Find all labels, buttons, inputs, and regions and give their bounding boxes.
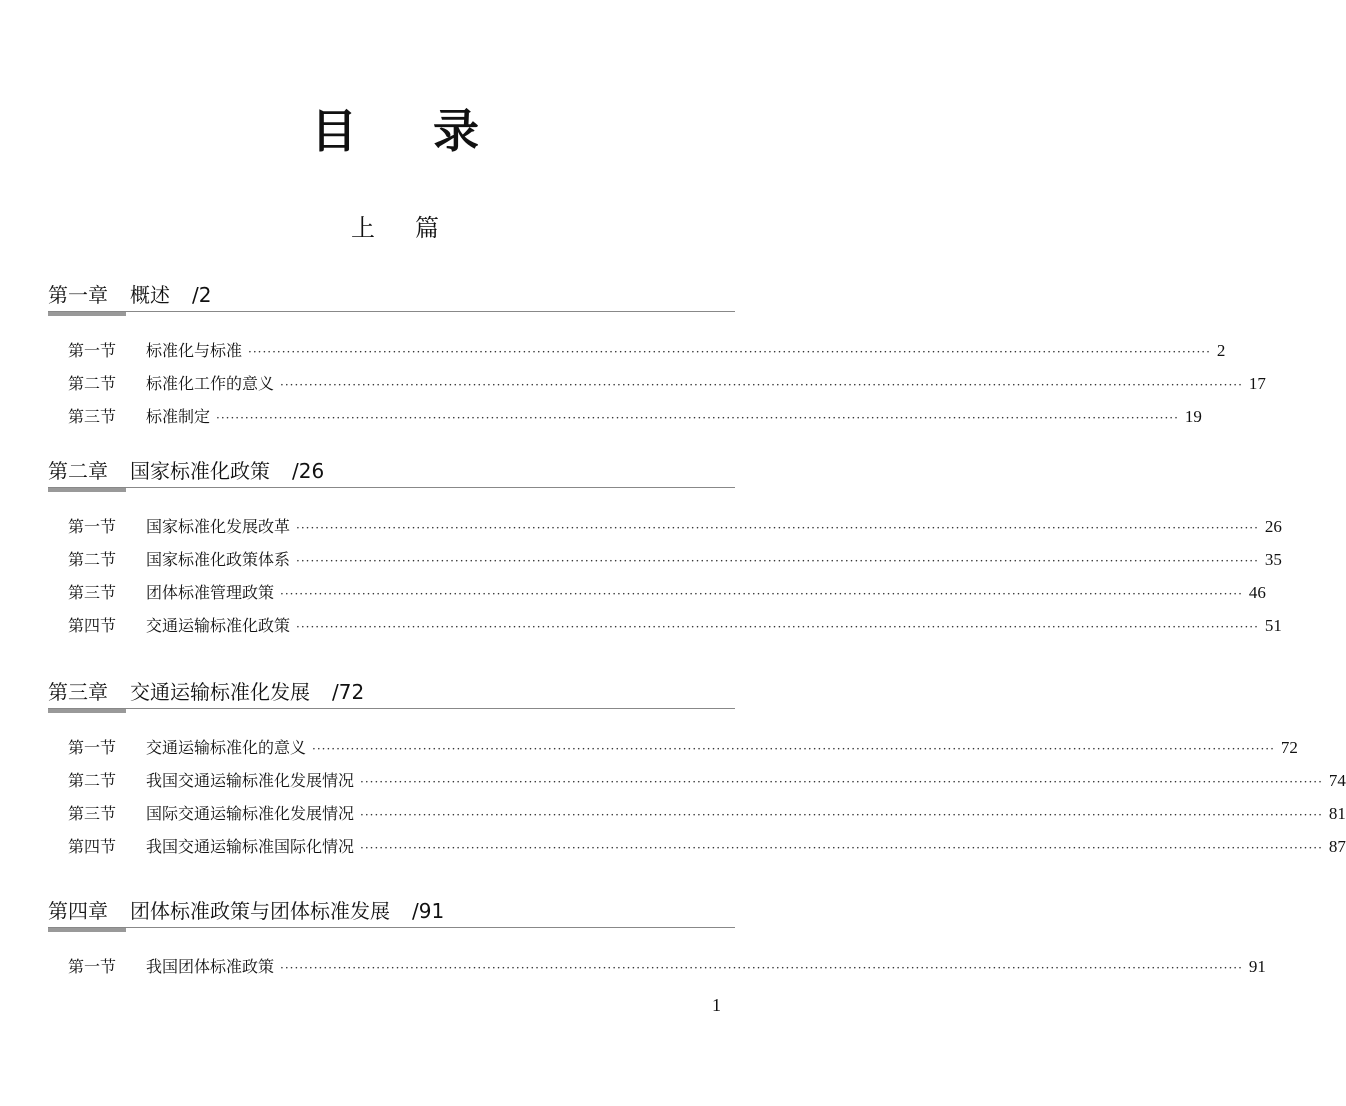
- leader-dots: ········································································································································································································: [296, 521, 1259, 535]
- chapter-rule: [48, 311, 735, 312]
- section-page: 74: [1328, 771, 1346, 790]
- section-label: 第三节: [68, 407, 117, 426]
- section-label: 第二节: [68, 771, 117, 790]
- part-char: 篇: [415, 214, 439, 242]
- section-title: 交通运输标准化的意义: [146, 738, 307, 757]
- section-label: 第四节: [68, 837, 117, 856]
- section-page: 72: [1280, 738, 1298, 757]
- section-entry[interactable]: [48, 797, 1346, 830]
- section-page: 81: [1328, 804, 1346, 823]
- page-number: 1: [712, 995, 721, 1015]
- section-page: 19: [1184, 407, 1202, 426]
- section-title: 我国团体标准政策: [146, 957, 275, 976]
- section-title: 国家标准化政策体系: [146, 550, 291, 569]
- section-entry[interactable]: [48, 830, 1346, 863]
- chapter-label: 第一章: [48, 283, 108, 307]
- chapter-title: 国家标准化政策: [130, 459, 270, 483]
- section-title: 团体标准管理政策: [146, 583, 275, 602]
- leader-dots: ········································································································································································································: [280, 587, 1243, 601]
- toc-title: [0, 95, 790, 161]
- chapter-title: 概述: [130, 283, 170, 307]
- section-label: 第二节: [68, 374, 117, 393]
- title-char: 目: [311, 104, 357, 158]
- title-char: 录: [433, 104, 479, 158]
- section-entry[interactable]: [48, 950, 1266, 983]
- section-entry[interactable]: [48, 764, 1346, 797]
- chapter-entry[interactable]: [48, 457, 1282, 642]
- section-label: 第三节: [68, 583, 117, 602]
- section-entry[interactable]: [48, 400, 1202, 433]
- chapter-page: /72: [332, 680, 365, 704]
- chapter-title: 交通运输标准化发展: [130, 680, 310, 704]
- chapter-rule: [48, 487, 735, 488]
- section-label: 第一节: [68, 957, 117, 976]
- section-entry[interactable]: [48, 334, 1226, 367]
- chapter-entry[interactable]: [48, 897, 1266, 983]
- leader-dots: ········································································································································································································: [280, 378, 1243, 392]
- chapter-rule-accent: [48, 312, 126, 316]
- leader-dots: ········································································································································································································: [280, 961, 1243, 975]
- chapter-rule: [48, 708, 735, 709]
- section-page: 91: [1248, 957, 1266, 976]
- chapter-entry[interactable]: [48, 281, 1266, 433]
- section-page: 35: [1264, 550, 1282, 569]
- section-entry[interactable]: [48, 576, 1266, 609]
- chapter-rule: [48, 927, 735, 928]
- leader-dots: ········································································································································································································: [360, 841, 1323, 855]
- section-title: 标准化工作的意义: [146, 374, 275, 393]
- part-char: 上: [351, 214, 375, 242]
- leader-dots: ········································································································································································································: [360, 808, 1323, 822]
- part-heading: [0, 208, 790, 243]
- section-entry[interactable]: [48, 510, 1282, 543]
- section-entry[interactable]: [48, 731, 1298, 764]
- leader-dots: ········································································································································································································: [296, 554, 1259, 568]
- section-entry[interactable]: [48, 367, 1266, 400]
- section-label: 第一节: [68, 341, 117, 360]
- section-entry[interactable]: [48, 543, 1282, 576]
- chapter-page: /26: [292, 459, 325, 483]
- section-title: 国家标准化发展改革: [146, 517, 291, 536]
- section-label: 第一节: [68, 517, 117, 536]
- section-label: 第四节: [68, 616, 117, 635]
- section-page: 46: [1248, 583, 1266, 602]
- section-title: 我国交通运输标准国际化情况: [146, 837, 355, 856]
- chapter-page: /91: [412, 899, 445, 923]
- section-title: 交通运输标准化政策: [146, 616, 291, 635]
- section-entry[interactable]: [48, 609, 1282, 642]
- chapter-rule-accent: [48, 488, 126, 492]
- section-label: 第三节: [68, 804, 117, 823]
- chapter-label: 第四章: [48, 899, 108, 923]
- chapter-label: 第三章: [48, 680, 108, 704]
- section-page: 26: [1264, 517, 1282, 536]
- chapter-title: 团体标准政策与团体标准发展: [130, 899, 390, 923]
- leader-dots: ········································································································································································································: [296, 620, 1259, 634]
- chapter-label: 第二章: [48, 459, 108, 483]
- section-title: 国际交通运输标准化发展情况: [146, 804, 355, 823]
- chapter-entry[interactable]: [48, 678, 1346, 863]
- chapter-page: /2: [192, 283, 212, 307]
- section-label: 第一节: [68, 738, 117, 757]
- leader-dots: ········································································································································································································: [216, 411, 1179, 425]
- section-page: 87: [1328, 837, 1346, 856]
- section-page: 2: [1216, 341, 1226, 360]
- section-label: 第二节: [68, 550, 117, 569]
- section-title: 我国交通运输标准化发展情况: [146, 771, 355, 790]
- leader-dots: ········································································································································································································: [360, 775, 1323, 789]
- section-title: 标准化与标准: [146, 341, 243, 360]
- section-page: 51: [1264, 616, 1282, 635]
- section-page: 17: [1248, 374, 1266, 393]
- section-title: 标准制定: [146, 407, 211, 426]
- chapter-rule-accent: [48, 709, 126, 713]
- leader-dots: ········································································································································································································: [248, 345, 1211, 359]
- leader-dots: ········································································································································································································: [312, 742, 1275, 756]
- chapter-rule-accent: [48, 928, 126, 932]
